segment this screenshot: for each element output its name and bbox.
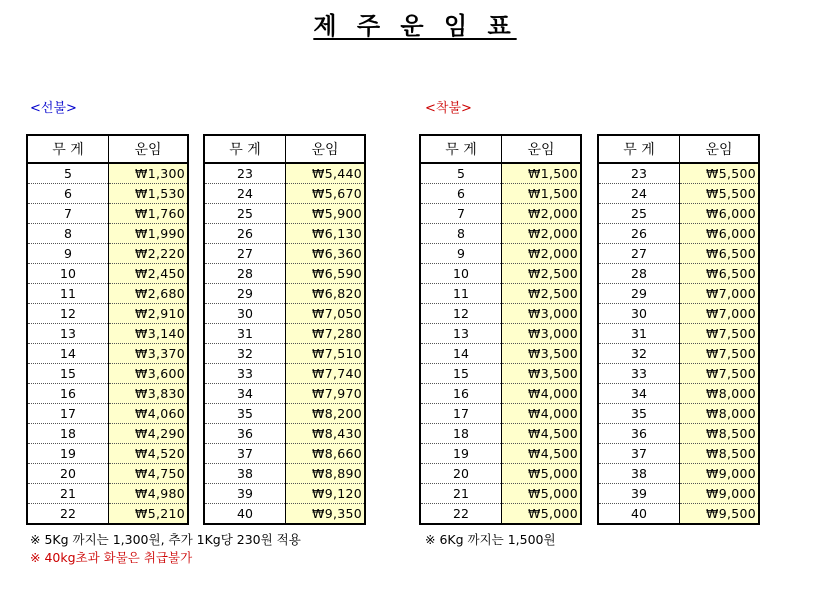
weight-cell: 21 [27, 484, 109, 504]
fare-cell: ₩5,670 [286, 184, 366, 204]
fare-cell: ₩6,820 [286, 284, 366, 304]
table-row [27, 444, 188, 464]
fare-header: 운임 [286, 135, 366, 163]
table-row [204, 364, 365, 384]
fare-cell: ₩7,970 [286, 384, 366, 404]
table-row [598, 404, 759, 424]
table-row [420, 244, 581, 264]
table-row [420, 484, 581, 504]
table-row [27, 244, 188, 264]
fare-cell: ₩1,530 [109, 184, 189, 204]
fare-cell: ₩8,890 [286, 464, 366, 484]
weight-cell: 17 [420, 404, 502, 424]
fare-cell: ₩7,500 [680, 324, 760, 344]
table-row [598, 484, 759, 504]
fare-cell: ₩4,980 [109, 484, 189, 504]
table-row [204, 264, 365, 284]
table-row [420, 163, 581, 184]
weight-cell: 12 [420, 304, 502, 324]
fare-cell: ₩3,000 [502, 324, 582, 344]
fare-cell: ₩9,120 [286, 484, 366, 504]
weight-cell: 31 [204, 324, 286, 344]
table-row [420, 384, 581, 404]
table-row [27, 384, 188, 404]
table-row [598, 364, 759, 384]
fare-cell: ₩4,000 [502, 384, 582, 404]
table-row [27, 364, 188, 384]
prepaid-note-limit: ※ 40kg초과 화물은 취급불가 [30, 550, 193, 565]
table-row [27, 284, 188, 304]
weight-cell: 25 [598, 204, 680, 224]
table-row [420, 324, 581, 344]
weight-cell: 9 [420, 244, 502, 264]
weight-cell: 29 [204, 284, 286, 304]
fare-cell: ₩9,000 [680, 484, 760, 504]
fare-cell: ₩4,500 [502, 424, 582, 444]
fare-cell: ₩2,500 [502, 264, 582, 284]
fare-cell: ₩5,000 [502, 464, 582, 484]
weight-cell: 27 [598, 244, 680, 264]
fare-cell: ₩7,280 [286, 324, 366, 344]
table-row [598, 304, 759, 324]
fare-cell: ₩3,830 [109, 384, 189, 404]
weight-cell: 36 [204, 424, 286, 444]
weight-cell: 10 [420, 264, 502, 284]
weight-cell: 19 [27, 444, 109, 464]
fare-cell: ₩6,360 [286, 244, 366, 264]
fare-cell: ₩8,000 [680, 404, 760, 424]
fare-cell: ₩8,430 [286, 424, 366, 444]
weight-header: 무 게 [27, 135, 109, 163]
fare-cell: ₩3,500 [502, 344, 582, 364]
fare-cell: ₩5,900 [286, 204, 366, 224]
table-row [204, 504, 365, 525]
weight-cell: 27 [204, 244, 286, 264]
weight-cell: 40 [598, 504, 680, 525]
weight-cell: 15 [420, 364, 502, 384]
fare-cell: ₩7,500 [680, 344, 760, 364]
table-row [204, 184, 365, 204]
fare-cell: ₩7,500 [680, 364, 760, 384]
weight-header: 무 게 [420, 135, 502, 163]
fare-cell: ₩3,370 [109, 344, 189, 364]
weight-header: 무 게 [204, 135, 286, 163]
weight-cell: 34 [204, 384, 286, 404]
table-row [27, 304, 188, 324]
table-row [27, 184, 188, 204]
fare-cell: ₩5,000 [502, 484, 582, 504]
table-row [27, 264, 188, 284]
table-row [598, 224, 759, 244]
weight-cell: 11 [27, 284, 109, 304]
table-row [27, 504, 188, 525]
weight-cell: 5 [64, 166, 72, 181]
weight-cell: 14 [27, 344, 109, 364]
table-row [204, 424, 365, 444]
weight-cell: 18 [420, 424, 502, 444]
fare-cell: ₩4,000 [502, 404, 582, 424]
table-row [204, 484, 365, 504]
fare-cell: ₩4,290 [109, 424, 189, 444]
weight-cell: 36 [598, 424, 680, 444]
weight-cell: 6 [27, 184, 109, 204]
fare-cell: ₩2,000 [502, 244, 582, 264]
fare-cell: ₩3,140 [109, 324, 189, 344]
weight-cell: 8 [420, 224, 502, 244]
table-row [420, 404, 581, 424]
weight-cell: 6 [420, 184, 502, 204]
weight-cell: 31 [598, 324, 680, 344]
fare-cell: ₩2,680 [109, 284, 189, 304]
table-row [27, 344, 188, 364]
fare-cell: ₩4,750 [109, 464, 189, 484]
table-row [27, 464, 188, 484]
fare-cell: ₩1,500 [502, 184, 582, 204]
fare-cell: ₩5,440 [286, 163, 366, 184]
table-row [420, 364, 581, 384]
fare-cell: ₩7,050 [286, 304, 366, 324]
table-row [204, 344, 365, 364]
weight-cell: 22 [420, 504, 502, 525]
table-row [598, 504, 759, 525]
table-row [598, 244, 759, 264]
table-row [27, 163, 188, 184]
weight-cell: 39 [598, 484, 680, 504]
table-row [204, 404, 365, 424]
table-row [420, 184, 581, 204]
weight-cell: 30 [204, 304, 286, 324]
fare-cell: ₩2,910 [109, 304, 189, 324]
weight-cell: 25 [204, 204, 286, 224]
weight-cell: 38 [598, 464, 680, 484]
fare-header: 운임 [109, 135, 189, 163]
weight-cell: 29 [598, 284, 680, 304]
table-row [420, 344, 581, 364]
fare-cell: ₩2,500 [502, 284, 582, 304]
table-row [420, 264, 581, 284]
weight-cell: 26 [598, 224, 680, 244]
table-row [420, 224, 581, 244]
table-row [598, 184, 759, 204]
fare-cell: ₩9,500 [680, 504, 760, 525]
weight-cell: 40 [204, 504, 286, 525]
weight-cell: 19 [420, 444, 502, 464]
fare-cell: ₩5,500 [680, 163, 760, 184]
weight-cell: 38 [204, 464, 286, 484]
weight-cell: 32 [598, 344, 680, 364]
table-row [598, 284, 759, 304]
table-row [204, 284, 365, 304]
table-row [420, 464, 581, 484]
weight-header: 무 게 [598, 135, 680, 163]
weight-cell: 20 [420, 464, 502, 484]
fare-cell: ₩5,000 [502, 504, 582, 525]
table-row [598, 324, 759, 344]
weight-cell: 5 [457, 166, 465, 181]
fare-cell: ₩2,220 [109, 244, 189, 264]
table-row [598, 444, 759, 464]
weight-cell: 33 [598, 364, 680, 384]
fare-cell: ₩3,500 [502, 364, 582, 384]
fare-cell: ₩7,000 [680, 304, 760, 324]
weight-cell: 39 [204, 484, 286, 504]
weight-cell: 21 [420, 484, 502, 504]
weight-cell: 22 [27, 504, 109, 525]
weight-cell: 26 [204, 224, 286, 244]
fare-cell: ₩4,500 [502, 444, 582, 464]
weight-cell: 30 [598, 304, 680, 324]
fare-cell: ₩6,590 [286, 264, 366, 284]
table-row [204, 464, 365, 484]
fare-header: 운임 [502, 135, 582, 163]
fare-cell: ₩3,000 [502, 304, 582, 324]
fare-cell: ₩8,500 [680, 444, 760, 464]
fare-cell: ₩1,500 [502, 163, 582, 184]
fare-cell: ₩6,500 [680, 244, 760, 264]
weight-cell: 24 [204, 184, 286, 204]
weight-cell: 15 [27, 364, 109, 384]
weight-cell: 12 [27, 304, 109, 324]
weight-cell: 13 [420, 324, 502, 344]
fare-cell: ₩6,130 [286, 224, 366, 244]
table-row [420, 304, 581, 324]
fare-cell: ₩2,450 [109, 264, 189, 284]
weight-cell: 11 [420, 284, 502, 304]
collect-rate-table-1 [419, 134, 582, 525]
fare-cell: ₩6,000 [680, 224, 760, 244]
weight-cell: 17 [27, 404, 109, 424]
weight-cell: 34 [598, 384, 680, 404]
table-row [27, 224, 188, 244]
fare-cell: ₩8,000 [680, 384, 760, 404]
table-row [27, 424, 188, 444]
fare-cell: ₩7,000 [680, 284, 760, 304]
fare-cell: ₩3,600 [109, 364, 189, 384]
prepaid-label: <선불> [30, 101, 77, 116]
table-row [204, 444, 365, 464]
table-row [27, 404, 188, 424]
table-row [598, 384, 759, 404]
fare-cell: ₩7,740 [286, 364, 366, 384]
fare-cell: ₩6,500 [680, 264, 760, 284]
table-row [27, 204, 188, 224]
collect-label: <착불> [425, 101, 472, 116]
weight-cell: 33 [204, 364, 286, 384]
table-row [420, 204, 581, 224]
table-row [598, 264, 759, 284]
weight-cell: 37 [204, 444, 286, 464]
fare-cell: ₩1,990 [109, 224, 189, 244]
weight-cell: 35 [204, 404, 286, 424]
table-row [204, 204, 365, 224]
table-row [598, 163, 759, 184]
table-row [420, 284, 581, 304]
prepaid-rate-table-1 [26, 134, 189, 525]
fare-cell: ₩8,660 [286, 444, 366, 464]
weight-cell: 7 [27, 204, 109, 224]
weight-cell: 23 [237, 166, 253, 181]
collect-rate-table-2 [597, 134, 760, 525]
page-title: 제 주 운 임 표 [313, 12, 517, 40]
fare-cell: ₩7,510 [286, 344, 366, 364]
fare-header: 운임 [680, 135, 760, 163]
table-row [420, 504, 581, 525]
fare-cell: ₩8,500 [680, 424, 760, 444]
table-row [598, 464, 759, 484]
fare-cell: ₩8,200 [286, 404, 366, 424]
table-row [204, 224, 365, 244]
weight-cell: 23 [631, 166, 647, 181]
prepaid-rate-table-2 [203, 134, 366, 525]
weight-cell: 37 [598, 444, 680, 464]
weight-cell: 9 [27, 244, 109, 264]
table-row [420, 444, 581, 464]
table-row [598, 204, 759, 224]
weight-cell: 28 [598, 264, 680, 284]
weight-cell: 16 [27, 384, 109, 404]
fare-cell: ₩2,000 [502, 204, 582, 224]
fare-cell: ₩9,350 [286, 504, 366, 525]
table-row [598, 424, 759, 444]
fare-cell: ₩6,000 [680, 204, 760, 224]
table-row [598, 344, 759, 364]
fare-cell: ₩4,520 [109, 444, 189, 464]
weight-cell: 8 [27, 224, 109, 244]
fare-cell: ₩1,300 [109, 163, 189, 184]
table-row [204, 324, 365, 344]
weight-cell: 24 [598, 184, 680, 204]
table-row [204, 304, 365, 324]
fare-cell: ₩9,000 [680, 464, 760, 484]
table-row [204, 384, 365, 404]
fare-cell: ₩5,500 [680, 184, 760, 204]
weight-cell: 10 [27, 264, 109, 284]
fare-cell: ₩5,210 [109, 504, 189, 525]
weight-cell: 35 [598, 404, 680, 424]
weight-cell: 32 [204, 344, 286, 364]
collect-note-rate: ※ 6Kg 까지는 1,500원 [425, 532, 556, 547]
fare-cell: ₩2,000 [502, 224, 582, 244]
table-row [27, 484, 188, 504]
weight-cell: 14 [420, 344, 502, 364]
fare-cell: ₩1,760 [109, 204, 189, 224]
table-row [420, 424, 581, 444]
fare-cell: ₩4,060 [109, 404, 189, 424]
weight-cell: 16 [420, 384, 502, 404]
table-row [204, 163, 365, 184]
weight-cell: 7 [420, 204, 502, 224]
table-row [27, 324, 188, 344]
prepaid-note-rate: ※ 5Kg 까지는 1,300원, 추가 1Kg당 230원 적용 [30, 532, 301, 547]
weight-cell: 20 [27, 464, 109, 484]
weight-cell: 13 [27, 324, 109, 344]
weight-cell: 28 [204, 264, 286, 284]
weight-cell: 18 [27, 424, 109, 444]
table-row [204, 244, 365, 264]
